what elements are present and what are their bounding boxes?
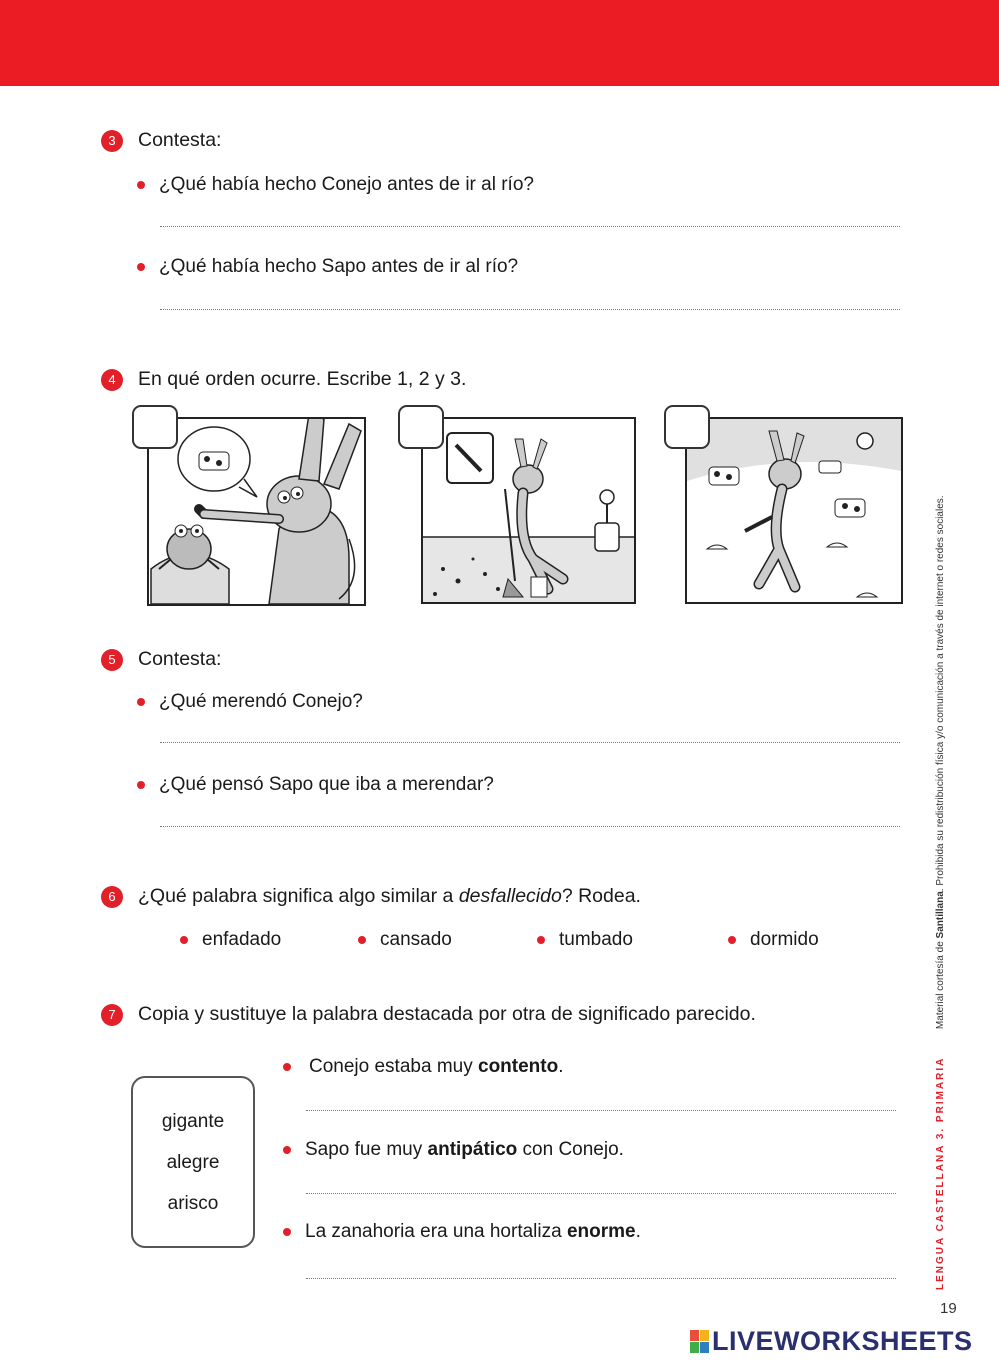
logo-text: LIVEWORKSHEETS bbox=[712, 1326, 973, 1356]
list-item bbox=[137, 691, 363, 713]
answer-line[interactable] bbox=[306, 1278, 896, 1279]
bullet-icon bbox=[358, 936, 366, 944]
answer-line[interactable] bbox=[306, 1193, 896, 1194]
list-item bbox=[137, 256, 518, 278]
question-title: ¿Qué palabra significa algo similar a desfallecido? Rodea. bbox=[138, 885, 641, 907]
subject-label: LENGUA CASTELLANA 3. PRIMARIA bbox=[935, 1056, 946, 1290]
option-tumbado[interactable] bbox=[537, 929, 633, 951]
list-item bbox=[137, 174, 534, 196]
list-item bbox=[137, 774, 494, 796]
picture-rabbit-walking bbox=[685, 417, 903, 604]
question-title: Copia y sustituye la palabra destacada por otra de significado parecido. bbox=[138, 1003, 756, 1025]
word-bank-item: arisco bbox=[167, 1192, 219, 1214]
page-number: 19 bbox=[940, 1300, 957, 1317]
answer-line[interactable] bbox=[160, 742, 900, 743]
legal-notice: Material cortesía de Santillana. Prohibida su redistribución física y/o comunicación a través de internet o redes sociales. bbox=[935, 495, 946, 1030]
bullet-icon bbox=[283, 1063, 291, 1071]
list-item bbox=[283, 1056, 564, 1078]
header-band bbox=[0, 0, 999, 86]
question-3-heading bbox=[101, 129, 221, 152]
sentence: La zanahoria era una hortaliza enorme. bbox=[305, 1221, 641, 1242]
question-text: ¿Qué merendó Conejo? bbox=[159, 691, 363, 712]
list-item bbox=[283, 1221, 641, 1243]
bullet-icon bbox=[137, 781, 145, 789]
sentence: Sapo fue muy antipático con Conejo. bbox=[305, 1139, 624, 1160]
list-item bbox=[283, 1139, 624, 1161]
option-label: dormido bbox=[750, 929, 819, 950]
liveworksheets-logo[interactable] bbox=[690, 1326, 973, 1357]
question-number: 3 bbox=[101, 130, 123, 152]
option-enfadado[interactable] bbox=[180, 929, 281, 951]
question-text: ¿Qué había hecho Sapo antes de ir al río? bbox=[159, 256, 519, 277]
question-text: ¿Qué había hecho Conejo antes de ir al río? bbox=[159, 174, 534, 195]
target-word: desfallecido bbox=[458, 885, 562, 907]
question-text: ¿Qué pensó Sapo que iba a merendar? bbox=[159, 774, 494, 795]
option-label: tumbado bbox=[559, 929, 633, 950]
question-number: 7 bbox=[101, 1004, 123, 1026]
order-answer-box[interactable] bbox=[132, 405, 178, 449]
question-4-heading bbox=[101, 368, 466, 391]
logo-mark-icon bbox=[690, 1330, 709, 1353]
highlighted-word: antipático bbox=[427, 1139, 518, 1160]
highlighted-word: enorme bbox=[566, 1221, 636, 1242]
bullet-icon bbox=[283, 1146, 291, 1154]
question-title: En qué orden ocurre. Escribe 1, 2 y 3. bbox=[138, 368, 467, 390]
bullet-icon bbox=[728, 936, 736, 944]
question-title: Contesta: bbox=[138, 648, 222, 670]
order-answer-box[interactable] bbox=[664, 405, 710, 449]
order-answer-box[interactable] bbox=[398, 405, 444, 449]
answer-line[interactable] bbox=[160, 826, 900, 827]
option-dormido[interactable] bbox=[728, 929, 819, 951]
option-label: cansado bbox=[380, 929, 452, 950]
bullet-icon bbox=[137, 181, 145, 189]
option-cansado[interactable] bbox=[358, 929, 452, 951]
picture-rabbit-and-frog bbox=[147, 417, 366, 606]
sentence: Conejo estaba muy contento. bbox=[309, 1056, 564, 1077]
answer-line[interactable] bbox=[160, 309, 900, 310]
question-number: 5 bbox=[101, 649, 123, 671]
word-bank-item: alegre bbox=[166, 1151, 220, 1173]
highlighted-word: contento bbox=[478, 1056, 559, 1077]
picture-rabbit-sweeping bbox=[421, 417, 636, 604]
word-bank-item: gigante bbox=[161, 1110, 225, 1132]
bullet-icon bbox=[537, 936, 545, 944]
answer-line[interactable] bbox=[160, 226, 900, 227]
question-title: Contesta: bbox=[138, 129, 222, 151]
word-bank bbox=[131, 1076, 255, 1248]
answer-line[interactable] bbox=[306, 1110, 896, 1111]
question-6-heading bbox=[101, 885, 641, 908]
question-number: 6 bbox=[101, 886, 123, 908]
option-label: enfadado bbox=[202, 929, 282, 950]
side-caption bbox=[935, 495, 946, 1290]
bullet-icon bbox=[137, 698, 145, 706]
bullet-icon bbox=[137, 263, 145, 271]
bullet-icon bbox=[283, 1228, 291, 1236]
question-number: 4 bbox=[101, 369, 123, 391]
question-7-heading bbox=[101, 1003, 756, 1026]
bullet-icon bbox=[180, 936, 188, 944]
question-5-heading bbox=[101, 648, 221, 671]
